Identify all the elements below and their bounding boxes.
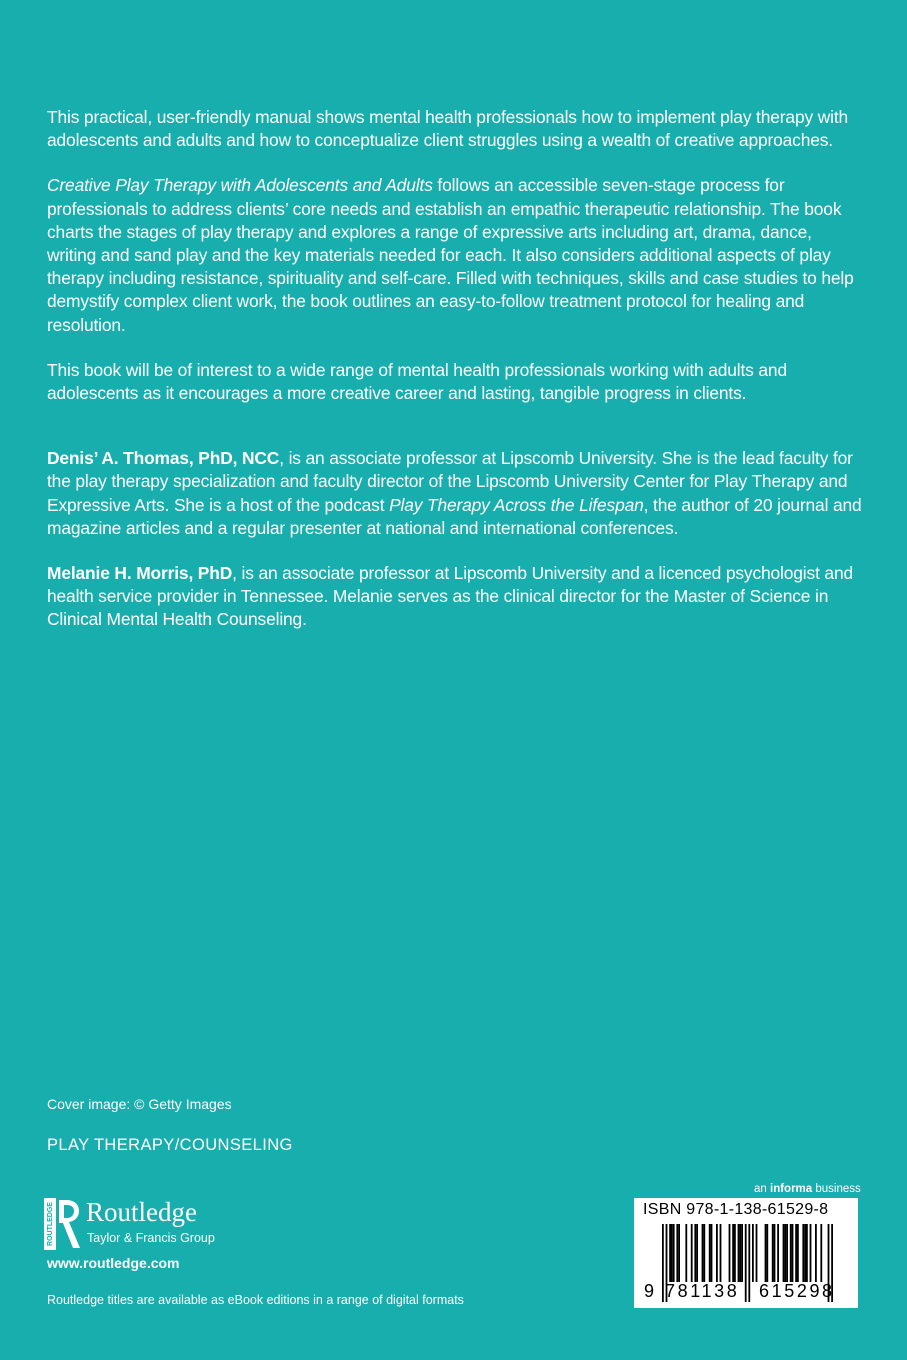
barcode-bar [738,1224,740,1282]
barcode-bar [741,1224,743,1282]
description-paragraph-2 [47,174,862,336]
description-paragraph-2-text: follows an accessible seven-stage process for professionals to address clients’ core needs and establish an empathic therapeutic relationship. The book charts the stages of play therapy and explores a range of expressive arts including art, drama, dance, writing and sand play and the key materials needed for each. It also considers additional aspects of play therapy including resistance, spirituality and self-care. Filled with techniques, skills and case studies to help demystify complex client work, the book outlines an easy-to-follow treatment protocol for healing and resolution. [47,175,854,335]
barcode-bar [815,1224,817,1282]
publisher-website: www.routledge.com [47,1255,180,1271]
isbn-label: ISBN 978-1-138-61529-8 [643,1201,829,1218]
barcode-bar [752,1224,754,1282]
barcode-bar [804,1224,806,1282]
author-1-bio-text: , is an associate professor at Lipscomb University. She is the lead faculty for the play therapy specialization and faculty director of the Lipscomb University Center for Play Therapy and Expressive Arts. She is a host of the podcast [47,448,853,515]
barcode-bar [772,1224,774,1282]
barcode-lead-digit: 9 [644,1281,655,1301]
back-cover-blurb [47,106,862,654]
book-title: Creative Play Therapy with Adolescents and Adults [47,175,433,196]
barcode-bar [766,1224,768,1282]
barcode-bar [784,1224,786,1282]
barcode-right-digits: 615298 [759,1281,835,1301]
barcode-bar [795,1224,797,1282]
barcode-bar [694,1224,696,1282]
barcode-bar [802,1224,804,1282]
barcode-bar [678,1224,680,1282]
author-1-bio-text-2: , the author of 20 journal and magazine articles and a regular presenter at national and international conferences. [47,494,862,538]
publisher-tagline: Taylor & Francis Group [87,1231,215,1245]
barcode-bar [673,1224,675,1282]
barcode-bar [732,1224,734,1282]
informa-prefix: an [754,1183,770,1195]
barcode-bar [820,1224,822,1282]
podcast-title: Play Therapy Across the Lifespan [389,494,644,515]
author-2-bio-text: , is an associate professor at Lipscomb University and a licenced psychologist and health service provider in Tennessee. Melanie serves as the clinical director for the Master of Science in Clinical Mental Health Counseling. [47,563,853,630]
barcode-bar [756,1224,758,1282]
barcode-bar [676,1224,678,1282]
author-2-name: Melanie H. Morris, PhD [47,563,233,584]
barcode-bar [786,1224,788,1282]
barcode-bar [765,1224,767,1282]
routledge-logo [44,1198,244,1250]
description-paragraph-1: This practical, user-friendly manual shows mental health professionals how to implement play therapy with adolescents and adults and how to conceptualize client struggles using a wealth of creative approaches. [47,107,849,151]
author-bio-2 [47,562,862,632]
barcode-left-digits: 781138 [665,1281,740,1301]
ebook-availability-note: Routledge titles are available as eBook editions in a range of digital formats [47,1293,464,1307]
barcode-digits [634,1281,858,1303]
author-1-name: Denis’ A. Thomas, PhD, NCC [47,448,280,469]
description-paragraph-3: This book will be of interest to a wide range of mental health professionals working with adults and adolescents as it encourages a more creative career and lasting, tangible progress in clients. [47,359,787,404]
barcode-bar [797,1224,799,1282]
barcode-bar [671,1224,673,1282]
barcode-bar [711,1224,713,1282]
informa-brand: informa [770,1183,813,1195]
informa-business-label [754,1183,861,1195]
barcode-bar [685,1224,687,1282]
barcode-bar [792,1224,794,1282]
barcode-bar [734,1224,736,1282]
barcode-bar [691,1224,693,1282]
barcode-bar [810,1224,812,1282]
cover-image-credit: Cover image: © Getty Images [47,1096,232,1112]
author-bio-1 [47,447,862,540]
barcode-bar [777,1224,779,1282]
barcode-bar [702,1224,704,1282]
barcode-bar [716,1224,718,1282]
barcode-bar [774,1224,776,1282]
barcode-bar [709,1224,711,1282]
isbn-barcode-box [634,1198,858,1308]
barcode-bar [783,1224,785,1282]
barcode-bar [669,1224,671,1282]
barcode-bar [720,1224,722,1282]
subject-category: PLAY THERAPY/COUNSELING [47,1136,293,1154]
barcode-bar [806,1224,808,1282]
barcode-bar [729,1224,731,1282]
routledge-r-logo-icon [44,1198,80,1250]
barcode-bar [790,1224,792,1282]
barcode-bar [703,1224,705,1282]
publisher-name: Routledge [86,1197,197,1227]
informa-suffix: business [812,1183,861,1195]
barcode-bar [696,1224,698,1282]
logo-side-text: ROUTLEDGE [46,1202,54,1246]
barcode-bar [739,1224,741,1282]
